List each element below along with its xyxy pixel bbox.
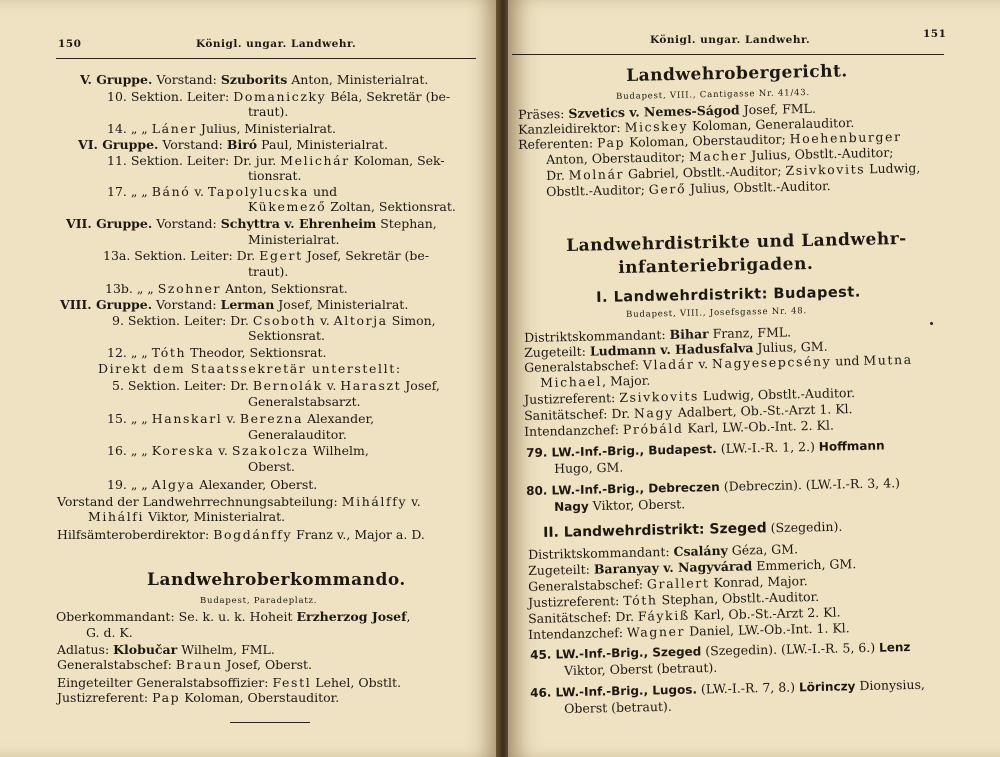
text-line: Hugo, GM. [553,459,624,476]
text-line: 80. LW.-Inf.-Brig., Debreczen (Debreczin). (LW.-I.-R. 3, 4.) [526,475,901,498]
subtitle-landwehrobergericht: Budapest, VIII., Cantigasse Nr. 41/43. [616,87,811,102]
text-line: Zugeteilt: Baranyay v. Nagyvárad Emmerich, GM. [527,556,857,578]
text-line: Intendanzchef: Wagner Daniel, LW.-Ob.-Int. 1. Kl. [527,620,850,642]
text-line: Viktor, Oberst (betraut). [563,659,718,678]
title-distrikte-line2: infanteriebrigaden. [618,253,814,278]
text-line: Oberst. [248,459,296,474]
running-header-right: Königl. ungar. Landwehr. [650,34,811,46]
text-line: Generalstabschef: Braun Josef, Oberst. [57,657,313,672]
text-line: 15. „ „ Hanskarl v. Berezna Alexander, [107,411,375,426]
text-line: Distriktskommandant: Bihar Franz, FML. [523,324,792,345]
text-line: G. d. K. [86,625,133,640]
text-line: Justizreferent: Pap Koloman, Oberstauditor. [57,690,340,705]
text-line: Justizreferent: Tóth Stephan, Obstlt.-Auditor. [527,588,820,610]
section-title-oberkommando: Landwehroberkommando. [147,570,406,590]
text-line: Sektionsrat. [248,328,325,343]
text-line: Dr. Molnár Gabriel, Obstlt.-Auditor; Zsivkovits Ludwig, [545,160,921,183]
text-line: Präses: Szvetics v. Nemes-Ságod Josef, FML. [517,100,817,122]
text-line: Distriktskommandant: Csalány Géza, GM. [527,541,799,562]
text-line: 10. Sektion. Leiter: Domaniczky Béla, Sekretär (be- [107,89,451,104]
text-line: Generalstabschef: Vladár v. Nagyesepcsény und Mutna [523,351,913,375]
text-line: Referenten: Pap Koloman, Oberstauditor; Hoehenburger [517,128,902,152]
district-1-subtitle: Budapest, VIII., Josefsgasse Nr. 48. [626,306,808,320]
text-line: Direkt dem Staatssekretär unterstellt: [98,361,402,376]
text-line: 5. Sektion. Leiter: Dr. Bernolák v. Haraszt Josef, [112,378,440,393]
section-subtitle-oberkommando: Budapest, Paradeplatz. [200,596,318,606]
text-line: 12. „ „ Tóth Theodor, Sektionsrat. [107,345,327,360]
text-line: traut). [248,264,289,279]
text-line: Justizreferent: Zsivkovits Ludwig, Obstlt.-Auditor. [523,385,856,407]
text-line: Anton, Oberstauditor; Macher Julius, Obstlt.-Auditor; [545,144,894,167]
text-line: 79. LW.-Inf.-Brig., Budapest. (LW.-I.-R. 1, 2.) Hoffmann [526,438,885,460]
text-line: 19. „ „ Algya Alexander, Oberst. [107,477,318,492]
text-line: 46. LW.-Inf.-Brig., Lugos. (LW.-I.-R. 7, 8.) Lörinczy Dionysius, [530,676,926,700]
title-landwehrobergericht: Landwehrobergericht. [626,61,848,86]
text-line: 17. „ „ Bánó v. Tapolylucska und [107,184,338,199]
text-line: Michael, Major. [539,372,651,390]
right-page [508,0,1000,757]
text-line: Zugeteilt: Ludmann v. Hadusfalva Julius, GM. [523,338,828,360]
text-line: V. Gruppe. Vorstand: Szuborits Anton, Ministerialrat. [80,72,429,87]
district-2-title: II. Landwehrdistrikt: Szeged [542,520,767,541]
district-2-heading [543,520,842,540]
text-line: Sanitätschef: Dr. Fáykiß Karl, Ob.-St.-Arzt 2. Kl. [527,604,841,626]
text-line: tionsrat. [248,168,302,183]
district-2-title-tail: (Szegedin). [766,518,843,536]
text-line: Ministerialrat. [248,232,340,247]
text-line: Sanitätschef: Dr. Nagy Adalbert, Ob.-St.-Arzt 1. Kl. [523,401,853,423]
text-line: Generalstabsarzt. [248,394,361,409]
text-line: Adlatus: Klobučar Wilhelm, FML. [57,642,275,657]
text-line: Obstlt.-Auditor; Gerő Julius, Obstlt.-Auditor. [545,178,831,199]
text-line: VI. Gruppe. Vorstand: Biró Paul, Ministerialrat. [78,137,388,152]
text-line: Eingeteilter Generalstabsoffizier: Festl Lehel, Obstlt. [57,675,402,690]
running-header-left: Königl. ungar. Landwehr. [196,38,357,50]
text-line: Generalauditor. [248,427,347,442]
text-line: Generalstabschef: Grallert Konrad, Major. [527,573,808,594]
text-line: Kükemező Zoltan, Sektionsrat. [248,199,456,214]
page-number-right: 151 [923,28,947,40]
text-line: Vorstand der Landwehrrechnungsabteilung: Mihálffy v. [57,494,421,509]
text-line: Oberkommandant: Se. k. u. k. Hoheit Erzherzog Josef, [56,609,411,624]
text-line: VII. Gruppe. Vorstand: Schyttra v. Ehrenheim Stephan, [66,216,437,231]
header-rule-left [56,58,476,59]
title-distrikte-line1: Landwehrdistrikte und Landwehr- [566,228,907,256]
text-line: Kanzleidirektor: Micskey Koloman, Generalauditor. [517,114,855,137]
text-line: 16. „ „ Koreska v. Szakolcza Wilhelm, [107,443,369,458]
left-page [0,0,498,757]
footer-rule-left [230,722,310,723]
header-rule-right [512,54,944,55]
district-1-title: I. Landwehrdistrikt: Budapest. [596,284,861,306]
text-line: 11. Sektion. Leiter: Dr. jur. Melichár Koloman, Sek- [107,153,445,168]
text-line: traut). [248,104,289,119]
text-line: Hilfsämteroberdirektor: Bogdánffy Franz v., Major a. D. [57,527,425,542]
text-line: 14. „ „ Láner Julius, Ministerialrat. [107,121,336,136]
text-line: 13b. „ „ Szohner Anton, Sektionsrat. [105,281,348,296]
text-line: Intendanzchef: Próbáld Karl, LW.-Ob.-Int. 2. Kl. [523,417,834,439]
text-line: VIII. Gruppe. Vorstand: Lerman Josef, Ministerialrat. [60,297,409,312]
text-line: Oberst (betraut). [563,698,672,716]
page-number-left: 150 [58,38,82,50]
text-line: Mihálfi Viktor, Ministerialrat. [88,509,286,524]
text-line: 45. LW.-Inf.-Brig., Szeged (Szegedin). (LW.-I.-R. 5, 6.) Lenz [530,639,911,662]
text-line: Nagy Viktor, Oberst. [554,496,686,514]
text-line: 9. Sektion. Leiter: Dr. Csoboth v. Altorja Simon, [112,313,436,328]
text-line: 13a. Sektion. Leiter: Dr. Egert Josef, Sekretär (be- [103,248,430,263]
